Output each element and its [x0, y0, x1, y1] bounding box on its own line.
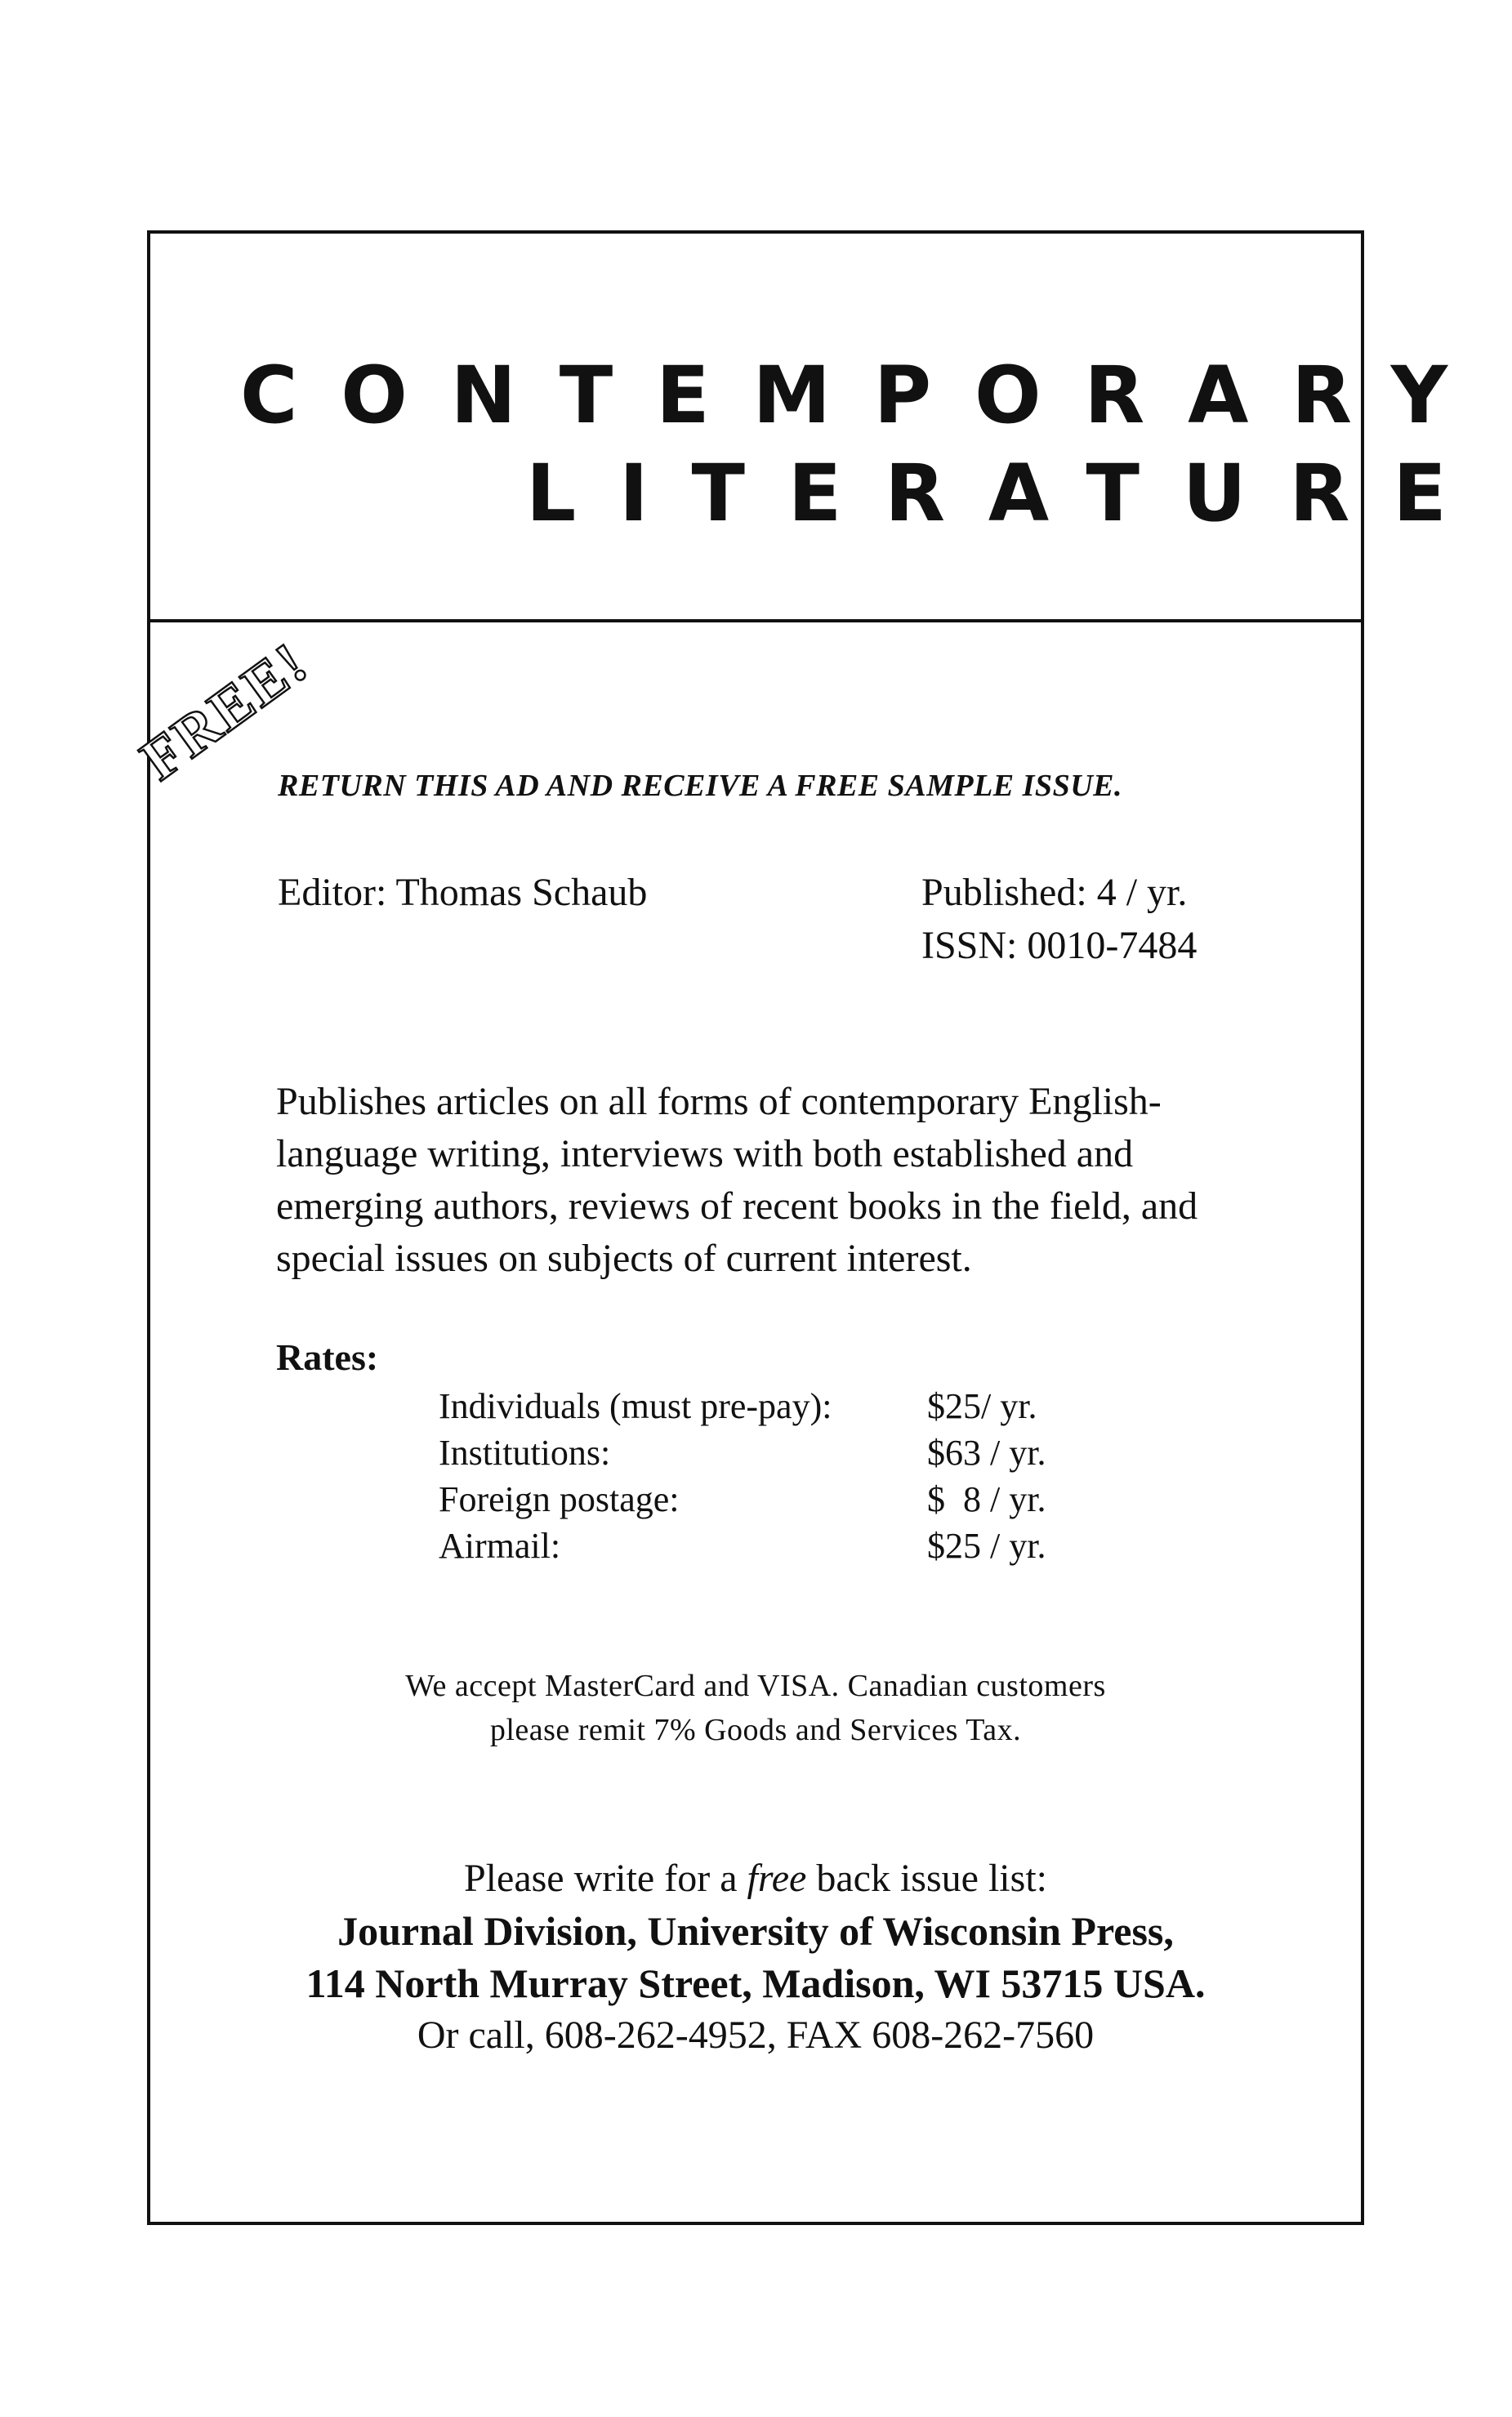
rate-row [439, 1476, 1117, 1523]
contact-block [147, 1853, 1364, 2062]
editor-line: Editor: Thomas Schaub [278, 871, 648, 914]
description-line: language writing, interviews with both established and [276, 1132, 1134, 1175]
rate-row [439, 1523, 1117, 1569]
description-line: special issues on subjects of current interest. [276, 1237, 972, 1280]
rates-table [439, 1383, 1117, 1569]
masthead [150, 234, 1491, 622]
description-line: Publishes articles on all forms of contemporary English- [276, 1080, 1162, 1123]
description [276, 1076, 1240, 1285]
rate-price: $ 8 / yr. [927, 1479, 1046, 1519]
free-stamp-text: FREE! [129, 628, 320, 793]
rate-price: $25 / yr. [927, 1526, 1046, 1566]
contact-address: 114 North Murray Street, Madison, WI 53715 USA. [306, 1960, 1206, 2006]
title-line-2: LITERATURE [526, 448, 1490, 539]
rate-price: $63 / yr. [927, 1433, 1046, 1473]
rates-label: Rates: [276, 1336, 379, 1378]
contact-prefix: Please write for a [463, 1857, 747, 1900]
issn-line: ISSN: 0010-7484 [921, 924, 1198, 967]
contact-suffix: back issue list: [806, 1857, 1047, 1900]
payment-line: We accept MasterCard and VISA. Canadian customers [405, 1669, 1106, 1703]
contact-org: Journal Division, University of Wisconsin Press, [337, 1908, 1174, 1954]
rate-row [439, 1383, 1117, 1429]
description-line: emerging authors, reviews of recent books in the field, and [276, 1184, 1198, 1228]
rate-name: Airmail: [439, 1526, 561, 1566]
contact-free-word: free [747, 1857, 807, 1900]
contact-request-line [147, 1853, 1364, 1905]
headline: RETURN THIS AD AND RECEIVE A FREE SAMPLE ISSUE. [278, 769, 1122, 803]
rate-price: $25/ yr. [927, 1386, 1037, 1426]
rate-name: Foreign postage: [439, 1479, 680, 1519]
title-line-1: CONTEMPORARY [240, 350, 1491, 441]
contact-phone: Or call, 608-262-4952, FAX 608-262-7560 [417, 2013, 1095, 2057]
published-line: Published: 4 / yr. [921, 871, 1188, 914]
rate-name: Institutions: [439, 1433, 611, 1473]
rate-name: Individuals (must pre-pay): [439, 1386, 832, 1426]
rate-row [439, 1429, 1117, 1476]
payment-line: please remit 7% Goods and Services Tax. [489, 1713, 1022, 1747]
payment-note [147, 1664, 1364, 1752]
